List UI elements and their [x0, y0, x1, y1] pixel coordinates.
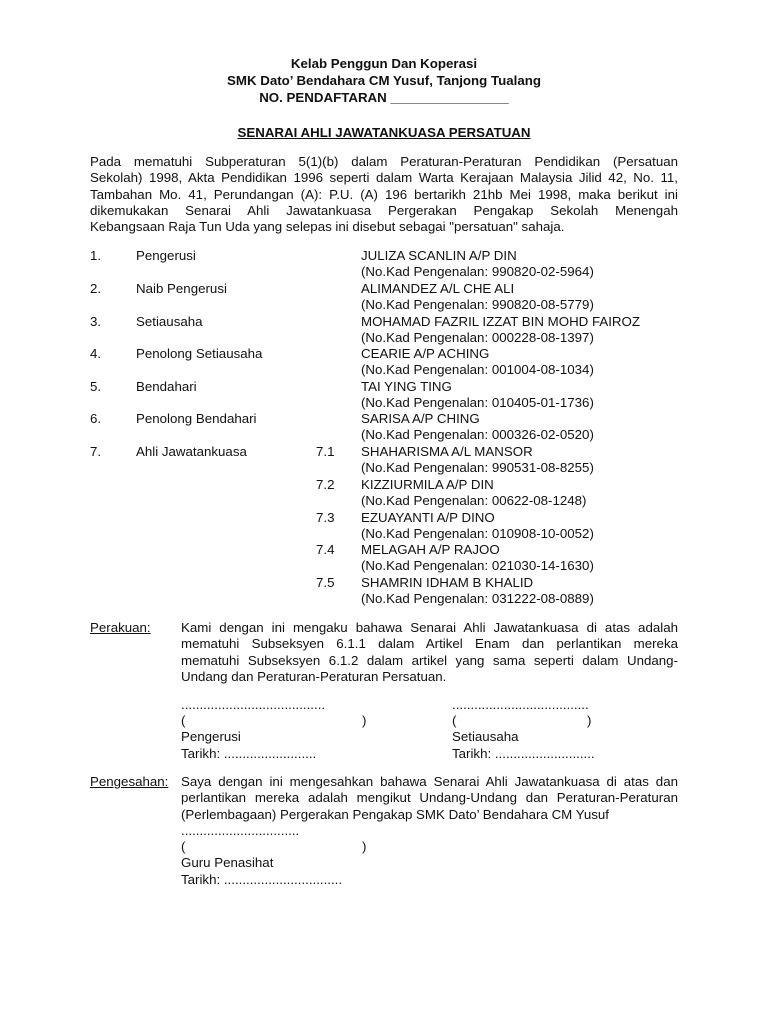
member-name: JULIZA SCANLIN A/P DIN	[361, 248, 517, 263]
sub-number: 7.3	[316, 510, 335, 525]
signature-line: .......................................	[181, 697, 326, 712]
perakuan-line: mematuhi Subseksyen 6.1.1 dalam Artikel Enam dan perlantikan mereka	[181, 636, 678, 652]
pengesahan-line: (Perlembagaan) Pergerakan Pengakap SMK Dato’ Bendahara CM Yusuf	[181, 806, 609, 822]
member-ic: (No.Kad Pengenalan: 031222-08-0889)	[361, 591, 594, 606]
header-line-1: Kelab Penggun Dan Koperasi	[290, 56, 478, 71]
position-label: Pengerusi	[136, 248, 196, 263]
signature-line: .....................................	[452, 697, 589, 712]
item-number: 2.	[90, 281, 102, 296]
member-ic: (No.Kad Pengenalan: 000326-02-0520)	[361, 427, 594, 442]
member-ic: (No.Kad Pengenalan: 000228-08-1397)	[361, 330, 594, 345]
intro-paragraph	[90, 154, 678, 235]
perakuan-label: Perakuan:	[90, 620, 151, 635]
intro-line: Kebangsaan Raja Tun Uda yang selepas ini disebut sebagai "persatuan" sahaja.	[90, 219, 565, 235]
member-ic: (No.Kad Pengenalan: 001004-08-1034)	[361, 362, 594, 377]
registration-number: NO. PENDAFTARAN ________________	[259, 90, 509, 105]
member-ic: (No.Kad Pengenalan: 010405-01-1736)	[361, 395, 594, 410]
item-number: 7.	[90, 444, 102, 459]
member-ic: (No.Kad Pengenalan: 990531-08-8255)	[361, 460, 594, 475]
intro-line: Pada mematuhi Subperaturan 5(1)(b) dalam Peraturan-Peraturan Pendidikan (Persatuan	[90, 154, 678, 169]
signature-line: ................................	[181, 823, 300, 838]
position-label: Naib Pengerusi	[136, 281, 227, 296]
pengesahan-label: Pengesahan:	[90, 774, 169, 789]
member-ic: (No.Kad Pengenalan: 021030-14-1630)	[361, 558, 594, 573]
member-name: KIZZIURMILA A/P DIN	[361, 477, 494, 492]
intro-line: Sekolah) 1998, Akta Pendidikan 1996 seperti dalam Warta Kerajaan Malaysia Jilid 42, No. 11,	[90, 170, 678, 186]
item-number: 4.	[90, 346, 102, 361]
member-name: EZUAYANTI A/P DINO	[361, 510, 495, 525]
member-name: MOHAMAD FAZRIL IZZAT BIN MOHD FAIROZ	[361, 314, 641, 329]
signatory-role: Pengerusi	[181, 729, 241, 744]
signatory-role: Guru Penasihat	[181, 855, 274, 870]
name-close-paren: )	[587, 713, 592, 728]
position-label: Bendahari	[136, 379, 197, 394]
name-open-paren: (	[452, 713, 457, 728]
pengesahan-text	[181, 774, 678, 823]
member-name: MELAGAH A/P RAJOO	[361, 542, 500, 557]
member-ic: (No.Kad Pengenalan: 00622-08-1248)	[361, 493, 587, 508]
item-number: 6.	[90, 411, 102, 426]
name-open-paren: (	[181, 713, 186, 728]
perakuan-text	[181, 620, 678, 685]
signatory-role: Setiausaha	[452, 729, 519, 744]
intro-line: Tambahan Mo. 41, Perundangan (A): P.U. (A) 196 bertarikh 21hb Mei 1998, maka berikut ini	[90, 186, 678, 202]
member-name: SHAHARISMA A/L MANSOR	[361, 444, 533, 459]
position-label: Ahli Jawatankuasa	[136, 444, 247, 459]
name-close-paren: )	[362, 713, 367, 728]
position-label: Setiausaha	[136, 314, 203, 329]
member-ic: (No.Kad Pengenalan: 990820-02-5964)	[361, 264, 594, 279]
sub-number: 7.1	[316, 444, 335, 459]
date-field: Tarikh: .........................	[181, 746, 317, 761]
position-label: Penolong Bendahari	[136, 411, 257, 426]
member-name: SHAMRIN IDHAM B KHALID	[361, 575, 534, 590]
item-number: 3.	[90, 314, 102, 329]
perakuan-line: Undang dan Peraturan-Peraturan Persatuan.	[181, 668, 447, 684]
perakuan-line: mematuhi Subseksyen 6.1.2 dalam artikel yang sama seperti dalam Undang-	[181, 652, 678, 668]
item-number: 1.	[90, 248, 102, 263]
date-field: Tarikh: ................................	[181, 872, 343, 887]
name-open-paren: (	[181, 839, 186, 854]
sub-number: 7.4	[316, 542, 335, 557]
name-close-paren: )	[362, 839, 367, 854]
sub-number: 7.2	[316, 477, 335, 492]
member-name: ALIMANDEZ A/L CHE ALI	[361, 281, 515, 296]
member-name: CEARIE A/P ACHING	[361, 346, 490, 361]
item-number: 5.	[90, 379, 102, 394]
date-field: Tarikh: ...........................	[452, 746, 595, 761]
header-line-2: SMK Dato’ Bendahara CM Yusuf, Tanjong Tualang	[227, 73, 541, 88]
member-name: SARISA A/P CHING	[361, 411, 480, 426]
member-name: TAI YING TING	[361, 379, 452, 394]
intro-line: dikemukakan Senarai Ahli Jawatankuasa Pergerakan Pengakap Sekolah Menengah	[90, 202, 678, 218]
member-ic: (No.Kad Pengenalan: 010908-10-0052)	[361, 526, 594, 541]
sub-number: 7.5	[316, 575, 335, 590]
pengesahan-line: Saya dengan ini mengesahkan bahawa Senarai Ahli Jawatankuasa di atas dan	[181, 774, 678, 789]
page-title: SENARAI AHLI JAWATANKUASA PERSATUAN	[237, 125, 531, 140]
position-label: Penolong Setiausaha	[136, 346, 263, 361]
pengesahan-line: perlantikan mereka adalah mengikut Undang-Undang dan Peraturan-Peraturan	[181, 790, 678, 806]
perakuan-line: Kami dengan ini mengaku bahawa Senarai Ahli Jawatankuasa di atas adalah	[181, 620, 678, 635]
member-ic: (No.Kad Pengenalan: 990820-08-5779)	[361, 297, 594, 312]
